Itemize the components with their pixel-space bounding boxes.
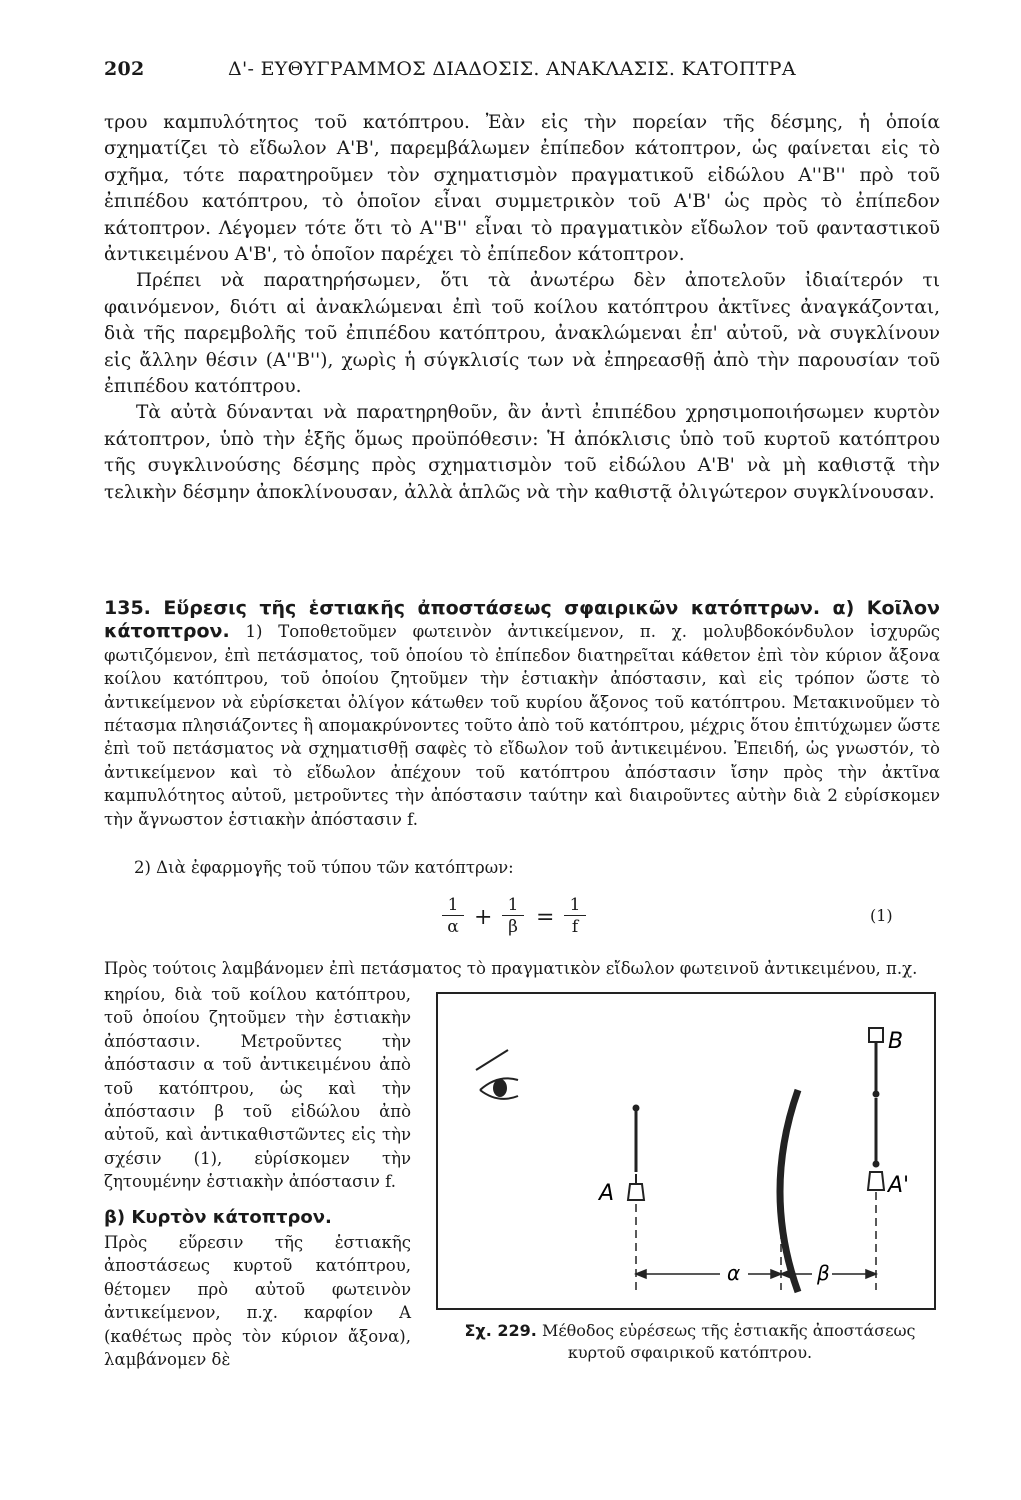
pin-image [868,1028,884,1290]
paragraph: 1) Τοποθετοῦμεν φωτεινὸν ἀντικείμενον, π. χ. μολυβδοκόνδυλον ἰσχυρῶς φωτιζόμενον, ἐπὶ πετάσματος, τοῦ ὁποίου τὸ ἐπίπεδον διατηρεῖται κάθετον ἐπὶ τὸν κύριον ἄξονα κοίλου κατόπτρου, τοῦ ὁποίου ζητοῦμεν τὴν ἑστιακὴν ἀπόστασιν, καὶ εἰς τρόπον ὥστε τὸ ἀντικείμενον νὰ εὑρίσκεται ὀλίγον κάτωθεν τοῦ κυρίου ἄξονος τοῦ κατόπτρου. Μετακινοῦμεν τὸ πέτασμα πλησιάζοντες ἢ απομακρύνοντες τοῦτο ἀπὸ τοῦ κατόπτρου, μέχρις ὅτου ἐπιτύχωμεν ὥστε ἐπὶ τοῦ πετάσματος νὰ σχηματισθῇ σαφὲς τὸ εἴδωλον τοῦ ἀντικειμένου. Ἐπειδή, ὡς γνωστόν, τὸ ἀντικείμενον καὶ τὸ εἴδωλον ἀπέχουν τοῦ κατόπτρου ἀπόστασιν ἴσην πρὸς τὴν ἀκτῖνα καμπυλότητος αὐτοῦ, μετροῦντες τὴν ἀπόστασιν ταύτην καὶ διαιροῦντες αὐτὴν διὰ 2 εὑρίσκομεν τὴν ἄγνωστον ἑστιακὴν ἀπόστασιν f. [104,622,940,829]
fraction: $\frac{1}{\alpha}$ [442,895,464,938]
paragraph: Πρὸς εὕρεσιν τῆς ἑστιακῆς ἀποστάσεως κυρτοῦ κατόπτρου, θέτομεν πρὸ αὐτοῦ φωτεινὸν ἀντικείμενον, π.χ. καρφίον Α (καθέτως πρὸς τὸν κύριον ἄξονα), λαμβάνομεν δὲ [104,1233,411,1370]
fraction: $\frac{1}{\beta}$ [502,895,524,938]
section-135 [104,597,940,831]
convex-mirror [780,1090,798,1292]
formula-intro: 2) Διὰ ἐφαρμογῆς τοῦ τύπου τῶν κατόπτρων: [134,858,514,877]
equals-sign: = [536,905,555,930]
section-heading: 135. Εὕρεσις τῆς ἑστιακῆς ἀποστάσεως σφαιρικῶν κατόπτρων. α) Κοῖλον κάτοπτρον. [104,597,940,643]
figure-229 [436,992,936,1310]
label-a: A [599,1181,615,1206]
running-title: Δ'- ΕΥΘΥΓΡΑΜΜΟΣ ΔΙΑΔΟΣΙΣ. ΑΝΑΚΛΑΣΙΣ. ΚΑΤΟΠΤΡΑ [228,58,796,80]
plus-sign: + [474,905,493,930]
figure-caption [440,1320,940,1364]
page-number: 202 [104,58,145,80]
label-alpha: α [727,1261,741,1285]
dimension-lines [636,1270,876,1278]
left-column [104,983,411,1372]
main-text [104,110,940,506]
paragraph: Πρέπει νὰ παρατηρήσωμεν, ὅτι τὰ ἀνωτέρω δὲν ἀποτελοῦν ἰδιαίτερόν τι φαινόμενον, διότι αἱ ἀνακλώμεναι ἐπὶ τοῦ κοίλου κατόπτρου ἀκτῖνες ἀναγκάζονται, διὰ τῆς παρεμβολῆς τοῦ ἐπιπέδου κατόπτρου, ἀνακλώμεναι ἐπ' αὐτοῦ, νὰ συγκλίνουν εἰς ἄλλην θέσιν (Α''Β''), χωρὶς ἡ σύγκλισίς των νὰ ἐπηρεασθῇ ἀπὸ τὴν παρουσίαν τοῦ ἐπιπέδου κατόπτρου. [104,270,940,398]
paragraph: Τὰ αὐτὰ δύνανται νὰ παρατηρηθοῦν, ἂν ἀντὶ ἐπιπέδου χρησιμοποιήσωμεν κυρτὸν κάτοπτρον, ὑπὸ τὴν ἑξῆς ὅμως προϋπόθεσιν: Ἡ ἀπόκλισις ὑπὸ τοῦ κυρτοῦ κατόπτρου τῆς συγκλινούσης δέσμης πρὸς σχηματισμὸν τοῦ εἰδώλου Α'Β' νὰ μὴ καθιστᾷ τὴν τελικὴν δέσμην ἀποκλίνουσαν, ἀλλὰ ἁπλῶς νὰ τὴν καθιστᾷ ὀλιγώτερον συγκλίνουσαν. [104,402,940,503]
figure-diagram [436,992,936,1310]
mirror-formula [438,895,608,945]
subsection-title: β) Κυρτὸν κάτοπτρον. [104,1206,332,1228]
label-b: B [888,1029,904,1054]
page-header [104,58,944,88]
eye-icon [476,1050,518,1099]
paragraph: Πρὸς τούτοις λαμβάνομεν ἐπὶ πετάσματος τὸ πραγματικὸν εἴδωλον φωτεινοῦ ἀντικειμένου, π.χ. [104,959,918,978]
paragraph: κηρίου, διὰ τοῦ κοίλου κατόπτρου, τοῦ ὁποίου ζητοῦμεν τὴν ἑστιακὴν ἀπόστασιν. Μετροῦντες τὴν ἀπόστασιν α τοῦ ἀντικειμένου ἀπὸ τοῦ κατόπτρου, ὡς καὶ τὴν ἀπόστασιν β τοῦ εἰδώλου ἀπὸ αὐτοῦ, καὶ ἀντικαθιστῶντες εἰς τὴν σχέσιν (1), εὑρίσκομεν τὴν ζητουμένην ἑστιακὴν ἀπόστασιν f. [104,985,411,1192]
paragraph: τρου καμπυλότητος τοῦ κατόπτρου. Ἐὰν εἰς τὴν πορείαν τῆς δέσμης, ἡ ὁποία σχηματίζει τὸ εἴδωλον Α'Β', παρεμβάλωμεν ἐπίπεδον κάτοπτρον, ὡς φαίνεται εἰς τὸ σχῆμα, τότε παρατηροῦμεν τὸν σχηματισμὸν πραγματικοῦ εἰδώλου Α''Β'' πρὸ τοῦ ἐπιπέδου κατόπτρου, τὸ ὁποῖον εἶναι συμμετρικὸν τοῦ Α'Β' ὡς πρὸς τὸ ἐπίπεδον κάτοπτρον. Λέγομεν τότε ὅτι τὸ Α''Β'' εἶναι τὸ πραγματικὸν εἴδωλον τοῦ φανταστικοῦ ἀντικειμένου Α'Β', τὸ ὁποῖον παρέχει τὸ ἐπίπεδον κάτοπτρον. [104,112,940,266]
label-beta: β [817,1261,830,1285]
caption-text: Μέθοδος εὑρέσεως τῆς ἑστιακῆς ἀποστάσεως κυρτοῦ σφαιρικοῦ κατόπτρου. [541,1321,916,1362]
equation-number: (1) [870,906,893,925]
label-a-prime: A' [888,1173,910,1198]
pin-a [628,1105,644,1290]
caption-label: Σχ. 229. [464,1321,537,1340]
fraction: $\frac{1}{f}$ [564,895,586,938]
